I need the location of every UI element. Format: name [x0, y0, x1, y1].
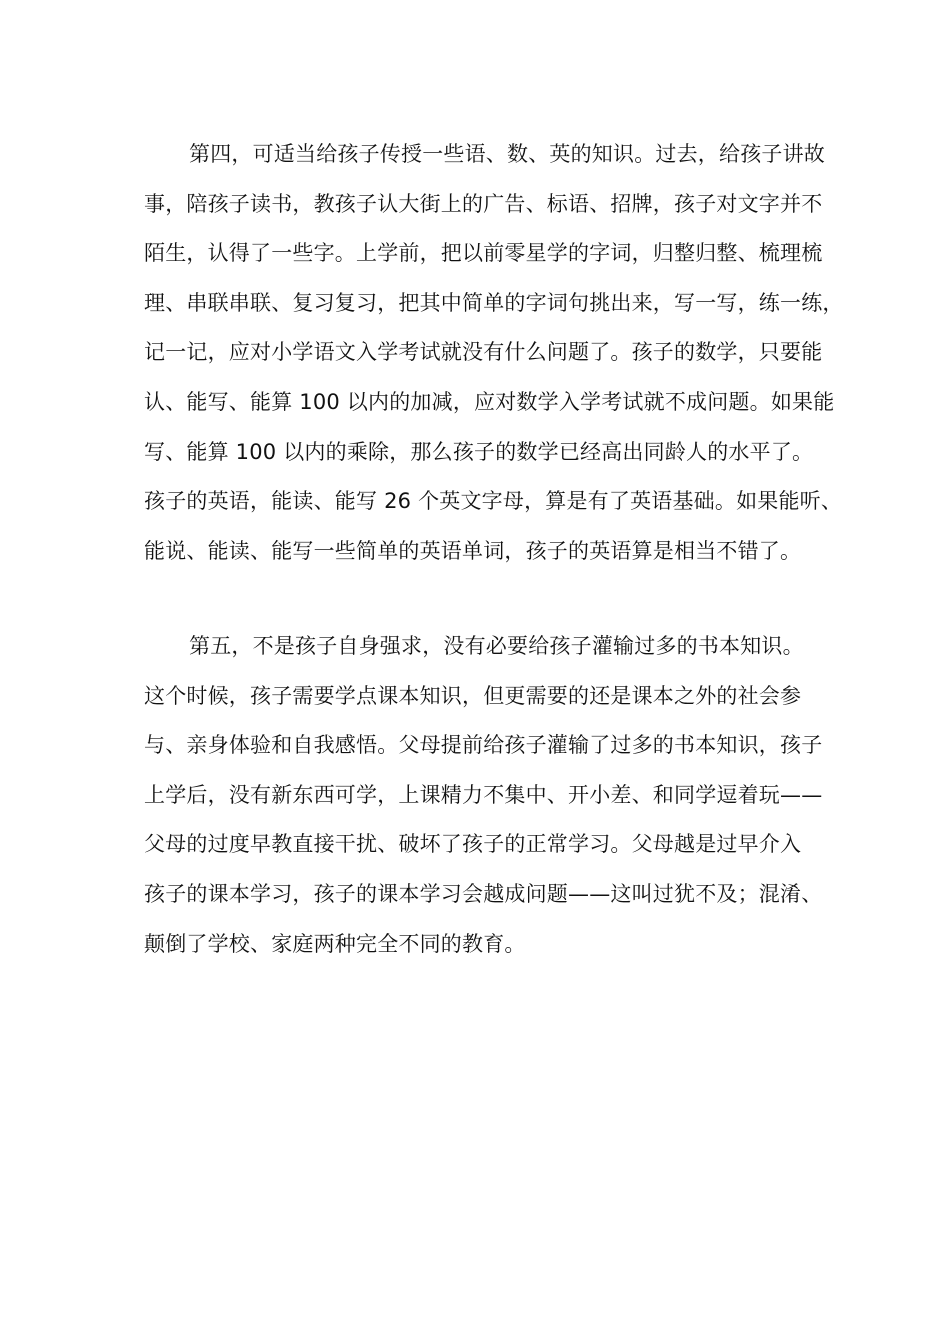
text-line: 认、能写、能算 100 以内的加减，应对数学入学考试就不成问题。如果能 — [144, 389, 835, 414]
text-line: 事，陪孩子读书，教孩子认大街上的广告、标语、招牌，孩子对文字并不 — [144, 191, 823, 216]
text-line: 孩子的课本学习，孩子的课本学习会越成问题——这叫过犹不及；混淆、 — [144, 881, 823, 906]
text-line: 上学后，没有新东西可学，上课精力不集中、开小差、和同学逗着玩—— — [144, 782, 823, 807]
paragraph-fourth-point — [144, 130, 844, 576]
text-line: 第五，不是孩子自身强求，没有必要给孩子灌输过多的书本知识。 — [189, 634, 804, 658]
text-line: 第四，可适当给孩子传授一些语、数、英的知识。过去，给孩子讲故 — [189, 142, 825, 166]
text-line: 这个时候，孩子需要学点课本知识，但更需要的还是课本之外的社会参 — [144, 683, 802, 708]
text-line: 孩子的英语，能读、能写 26 个英文字母，算是有了英语基础。如果能听、 — [144, 489, 843, 514]
text-line: 陌生，认得了一些字。上学前，把以前零星学的字词，归整归整、梳理梳 — [144, 241, 823, 266]
text-line: 颠倒了学校、家庭两种完全不同的教育。 — [144, 931, 526, 956]
text-line: 写、能算 100 以内的乘除，那么孩子的数学已经高出同龄人的水平了。 — [144, 439, 814, 464]
text-line: 能说、能读、能写一些简单的英语单词，孩子的英语算是相当不错了。 — [144, 538, 802, 563]
text-line: 记一记，应对小学语文入学考试就没有什么问题了。孩子的数学，只要能 — [144, 340, 823, 365]
paragraph-fifth-point — [144, 622, 824, 969]
text-line: 理、串联串联、复习复习，把其中简单的字词句挑出来，写一写，练一练， — [144, 290, 844, 315]
text-line: 父母的过度早教直接干扰、破坏了孩子的正常学习。父母越是过早介入 — [144, 832, 802, 857]
text-line: 与、亲身体验和自我感悟。父母提前给孩子灌输了过多的书本知识，孩子 — [144, 733, 823, 758]
